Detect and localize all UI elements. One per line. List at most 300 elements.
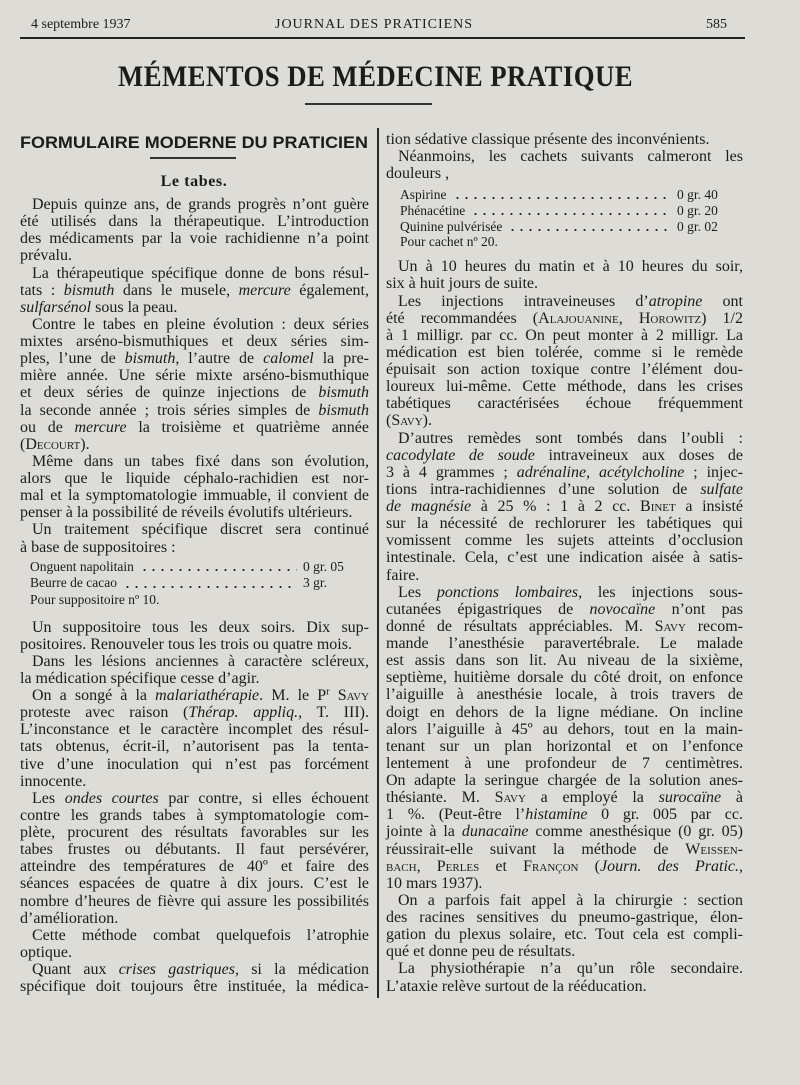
text-line (386, 361, 743, 378)
text-line (20, 333, 369, 350)
text-run: ) 1/2 (701, 309, 743, 327)
small-caps-name: Françon (523, 857, 579, 875)
text-run: ). (422, 412, 432, 430)
page-title: MÉMENTOS DE MÉDECINE PRATIQUE (118, 60, 633, 93)
text-line (20, 721, 369, 738)
text-run: ). (80, 435, 90, 453)
text-run: médication est bien tolérée, comme si le remède (386, 343, 743, 361)
small-caps-name: Perles (436, 857, 480, 875)
italic-term: malariathérapie (155, 687, 260, 705)
text-run: thésiante. M. (386, 789, 495, 807)
text-run: , (739, 857, 743, 875)
text-run: faire. (386, 566, 420, 584)
text-run: L’ataxie relève surtout de la rééducation. (386, 977, 647, 995)
text-line (20, 756, 369, 773)
text-run: , (416, 857, 437, 875)
text-line (20, 196, 369, 213)
text-run: atteindre des températures de 40º et faire des (20, 858, 369, 876)
ingredient-dose: 3 gr. (303, 575, 328, 591)
text-run: à base de suppositoires : (20, 538, 176, 556)
text-run: tenant sur un plan horizontal et on l’enfonce (386, 737, 743, 755)
paragraph (386, 293, 743, 430)
text-run: épuisait son action toxique contre l’élément dou- (386, 361, 743, 379)
text-line (386, 515, 743, 532)
text-line (386, 943, 743, 960)
text-line (20, 470, 369, 487)
text-line (386, 806, 743, 823)
text-line (386, 686, 743, 703)
prescription-row (400, 219, 729, 235)
italic-term: adrénaline (516, 463, 587, 481)
text-line (386, 395, 743, 412)
text-line (20, 807, 369, 824)
text-run: cutanées épigastriques de (386, 600, 590, 618)
italic-term: novocaïne (589, 600, 656, 618)
text-run: d’amélioration. (20, 909, 119, 927)
text-run: ; injec- (684, 463, 744, 481)
text-run: réussirait-elle suivant la méthode de (386, 840, 686, 858)
text-run: tabes frustes ou débutants. Il faut persévérer, (20, 841, 369, 859)
italic-term: cacodylate de soude (386, 446, 535, 464)
text-line (386, 704, 743, 721)
text-line (20, 619, 369, 636)
text-run: Les (32, 789, 65, 807)
text-run: D’autres remèdes sont tombés dans l’oubli : (398, 429, 743, 447)
text-run: Les injections intraveineuses d’ (398, 292, 649, 310)
text-run: par contre, si elles échouent (158, 789, 369, 807)
text-line (20, 704, 369, 721)
section-title: FORMULAIRE MODERNE DU PRATICIEN (20, 133, 368, 152)
text-run: Dans les lésions anciennes à caractère scléreux, (32, 652, 369, 670)
text-line (20, 978, 369, 995)
ingredient-dose: 0 gr. 02 (677, 218, 718, 234)
text-line (20, 436, 369, 453)
text-line (20, 316, 369, 333)
paragraph (20, 265, 369, 316)
italic-term: calomel (263, 350, 314, 368)
text-line (20, 402, 369, 419)
text-line (386, 960, 743, 977)
text-run: jointe à la (386, 823, 462, 841)
text-run: Néanmoins, les cachets suivants calmeront les (398, 148, 743, 166)
italic-term: bismuth (124, 350, 176, 368)
text-run: plète, procurent des résultats favorables sur les (20, 824, 369, 842)
italic-term: sulfarsénol (20, 298, 92, 316)
text-run: n’ont pas (655, 600, 743, 618)
dot-leader (453, 187, 672, 203)
text-run: tats obtenus, écrit-il, n’autorisent pas la tenta- (20, 738, 369, 756)
text-run: penser à la possibilité de réveils évolutifs ultérieurs. (20, 504, 353, 522)
prescription-row (30, 575, 361, 592)
ingredient-name: Phénacétine (400, 202, 466, 218)
text-run: doigt en dehors de la ligne médiane. On incline (386, 703, 743, 721)
paragraph (386, 430, 743, 584)
text-run: la médication spécifique cesse d’agir. (20, 669, 260, 687)
text-line (20, 213, 369, 230)
text-run: On adapte la seringue chargée de la solution anes- (386, 772, 743, 790)
text-line (20, 299, 369, 316)
text-run: On a parfois fait appel à la chirurgie : section (398, 891, 743, 909)
text-line (20, 247, 369, 264)
italic-term: dunacaïne (461, 823, 529, 841)
italic-term: Thérap. appliq. (188, 704, 299, 722)
prescription-row (30, 559, 361, 576)
text-line (20, 910, 369, 927)
dot-leader (508, 219, 671, 235)
text-line (20, 230, 369, 247)
paragraph (20, 316, 369, 453)
text-run: tions intra-rachidiennes d’une solution de (386, 480, 701, 498)
text-run: contre les grands tabes à symptomatologie com- (20, 806, 369, 824)
ingredient-dose: 0 gr. 05 (303, 558, 344, 574)
text-line (386, 310, 743, 327)
paragraph (20, 619, 369, 653)
text-run: alors l’aiguille à 45º au dehors, tout en la main- (386, 720, 743, 738)
text-run: loureux lui-même. Cette méthode, dans les crises (386, 378, 743, 396)
text-run: ( (20, 435, 26, 453)
article-title: Le tabes. (160, 173, 228, 190)
text-line (386, 892, 743, 909)
small-caps-name: Binet (640, 498, 676, 516)
paragraph (386, 148, 743, 182)
text-run: gation du plexus solaire, etc. Tout cela est compli- (386, 926, 743, 944)
text-run: comme anesthésique (0 gr. 05) (528, 823, 743, 841)
section-title-box (20, 133, 368, 153)
text-line (386, 858, 743, 875)
text-line (20, 790, 369, 807)
text-run: Même dans un tabes fixé dans son évolution, (32, 452, 369, 470)
italic-term: bismuth (318, 384, 369, 402)
ingredient-dose: 0 gr. 20 (677, 202, 718, 218)
text-line (20, 687, 369, 704)
text-line (386, 258, 743, 275)
text-run: septième, huitième dorsale du côté droit, on enfonce (386, 669, 743, 687)
dot-leader (123, 575, 297, 592)
text-run: innocente. (20, 772, 87, 790)
text-run: , si la médication (234, 961, 370, 979)
text-run: Cette méthode combat quelquefois l’atrophie (32, 926, 369, 944)
text-run: alors que le liquide céphalo-rachidien est nor- (20, 470, 369, 487)
journal-name: JOURNAL DES PRATICIENS (275, 17, 474, 32)
page-number: 585 (706, 17, 727, 32)
text-run: nombre d’heures de fièvre qui assure les possibilités (20, 892, 369, 910)
text-line (386, 738, 743, 755)
text-run: douleurs , (386, 165, 450, 183)
text-run: spécifique doit toujours être instituée, la médica- (20, 978, 369, 996)
italic-term: ponctions lombaires (436, 583, 579, 601)
text-run: Les (398, 583, 437, 601)
italic-term: bismuth (63, 281, 115, 299)
text-run: a insisté (675, 498, 744, 516)
small-caps-name: bach (386, 857, 417, 875)
text-line (386, 789, 743, 806)
text-line (386, 721, 743, 738)
dot-leader (140, 559, 297, 576)
text-run: la troisième et quatrième année (126, 418, 370, 436)
text-run: tats : (20, 281, 64, 299)
text-line (20, 738, 369, 755)
text-run: également, (290, 281, 369, 299)
text-run: donné de résultats appréciables. M. (386, 617, 655, 635)
text-run: positoires. Renouveler tous les trois ou quatre mois. (20, 635, 352, 653)
text-line (386, 652, 743, 669)
text-line (386, 498, 743, 515)
text-line (386, 978, 743, 995)
text-line (20, 453, 369, 470)
text-line (20, 961, 369, 978)
text-run: , les injections sous- (578, 583, 744, 601)
paragraph (20, 521, 369, 555)
small-caps-name: Savy (337, 687, 370, 705)
italic-term: de magnésie (386, 498, 472, 516)
text-run: sous la peau. (91, 298, 178, 316)
text-run: mande l’anesthésie paravertébrale. Le malade (386, 635, 743, 653)
text-run: la pre- (313, 350, 369, 368)
italic-term: mercure (238, 281, 291, 299)
small-caps-name: Horowitz (638, 309, 702, 327)
text-run: 1 %. (Peut-être l’ (386, 806, 526, 824)
text-line (20, 367, 369, 384)
text-run: 3 à 4 grammes ; (386, 463, 517, 481)
text-run: six à huit jours de suite. (386, 275, 538, 293)
small-caps-name: Weissen- (685, 840, 743, 858)
text-run: intestinale. Cela, c’est une indication aisée à satis- (386, 549, 743, 567)
text-run: , (618, 309, 639, 327)
ingredient-name: Quinine pulvérisée (400, 218, 503, 234)
text-line (20, 773, 369, 790)
text-line (20, 858, 369, 875)
paragraph (20, 961, 369, 995)
text-line (20, 539, 369, 556)
text-line (386, 344, 743, 361)
text-line (20, 265, 369, 282)
text-run: la seconde année ; trois séries simples de (20, 401, 319, 419)
text-run: qué et donne peu de résultats. (386, 943, 576, 961)
text-run: , (586, 463, 600, 481)
text-line (386, 841, 743, 858)
italic-term: histamine (525, 806, 588, 824)
text-run: sur la nécessité de rechlorurer les tabétiques qui (386, 515, 743, 533)
prescription-row (400, 187, 729, 203)
italic-term: Journ. des Pratic. (600, 857, 739, 875)
ingredient-dose: 0 gr. 40 (677, 187, 718, 203)
text-run: dans le musele, (114, 281, 239, 299)
text-line (386, 601, 743, 618)
small-caps-name: Savy (494, 789, 526, 807)
text-line (20, 282, 369, 299)
text-line (386, 275, 743, 292)
text-line (20, 653, 369, 670)
italic-term: atropine (648, 292, 703, 310)
paragraph (20, 653, 369, 687)
italic-term: ondes courtes (64, 789, 159, 807)
text-run: été utilisés dans la thérapeutique. L’introduction (20, 213, 369, 231)
text-line (386, 584, 743, 601)
text-run: mière année. Une série mixte arséno-bismuthique (20, 367, 369, 385)
text-run: La thérapeutique spécifique donne de bons résul- (32, 264, 369, 282)
text-line (386, 875, 743, 892)
ingredient-name: Beurre de cacao (30, 575, 117, 591)
text-line (386, 909, 743, 926)
paragraph (386, 258, 743, 292)
paragraph (20, 453, 369, 522)
section-underline (150, 157, 236, 159)
italic-term: surocaïne (658, 789, 722, 807)
text-run: 10 mars 1937). (386, 874, 483, 892)
text-run: est assis dans son lit. Au niveau de la sixième, (386, 652, 743, 670)
text-line (386, 481, 743, 498)
text-line (386, 447, 743, 464)
paragraph (386, 960, 743, 994)
text-line (20, 504, 369, 521)
text-run: Un suppositoire tous les deux soirs. Dix sup- (32, 618, 369, 636)
text-run: des racines sensitives du pneumo-gastrique, élon- (386, 909, 743, 927)
text-run: été recommandées ( (386, 309, 539, 327)
dot-leader (471, 203, 671, 219)
small-caps-name: Decourt (25, 435, 81, 453)
text-line (20, 875, 369, 892)
paragraph (20, 927, 369, 961)
text-run: prévalu. (20, 247, 72, 265)
issue-date: 4 septembre 1937 (31, 17, 131, 32)
text-line (386, 131, 743, 148)
italic-term: mercure (74, 418, 127, 436)
right-column (386, 131, 743, 995)
text-run: proteste avec raison ( (20, 704, 189, 722)
text-run: , l’autre de (175, 350, 264, 368)
text-run: On a songé à la (32, 687, 156, 705)
text-run: Contre le tabes en pleine évolution : deux séries (32, 315, 369, 333)
text-run: tive d’une inoculation qui n’est pas forcément (20, 755, 369, 773)
text-run: ( (386, 412, 392, 430)
text-line (20, 893, 369, 910)
text-run: Depuis quinze ans, de grands progrès n’ont guère (32, 196, 369, 213)
text-run: et deux séries de quinze injections de (20, 384, 319, 402)
text-line (20, 350, 369, 367)
text-line (386, 926, 743, 943)
text-run: mixtes arséno-bismuthiques et deux séries sim- (20, 333, 369, 350)
text-run: et (479, 857, 524, 875)
paragraph (20, 790, 369, 927)
text-run: lentement à une profondeur de 7 centimètres. (386, 754, 743, 772)
prescription-note: Pour suppositoire nº 10. (30, 591, 160, 607)
superscript: r (326, 686, 330, 698)
text-line (386, 567, 743, 584)
text-line (386, 772, 743, 789)
text-line (386, 165, 743, 182)
text-line (20, 487, 369, 504)
text-run: La physiothérapie n’a qu’un rôle secondaire. (398, 960, 743, 978)
text-run: Un traitement spécifique discret sera continué (32, 521, 369, 539)
prescription (20, 559, 369, 609)
text-run: ont (702, 292, 743, 310)
text-line (386, 293, 743, 310)
prescription-note: Pour cachet nº 20. (400, 234, 498, 250)
small-caps-name: Savy (654, 617, 686, 635)
text-line (20, 521, 369, 538)
paragraph (386, 131, 743, 148)
text-run: L’inconstance et le caractère incomplet des résul- (20, 721, 369, 739)
text-line (386, 430, 743, 447)
text-line (386, 412, 743, 429)
text-run: optique. (20, 943, 72, 961)
text-run: recom- (685, 617, 744, 635)
text-line (386, 378, 743, 395)
paragraph (386, 584, 743, 892)
text-line (386, 464, 743, 481)
text-run: des médicaments par la voie rachidienne n’a point (20, 230, 369, 248)
text-run: à 1 milligr. par cc. On peut monter à 2 milligr. La (386, 326, 743, 344)
ingredient-name: Aspirine (400, 187, 447, 203)
prescription (386, 187, 743, 250)
small-caps-name: Savy (391, 412, 423, 430)
text-line (20, 636, 369, 653)
text-line (20, 841, 369, 858)
text-run: tabétiques caractérisées échoue fréquemment (386, 395, 743, 413)
text-run: . M. le P (259, 687, 327, 705)
text-run: a employé la (525, 789, 659, 807)
text-run: à (721, 789, 744, 807)
text-run: à 25 % : 1 à 2 cc. (471, 498, 641, 516)
text-run: l’aiguille à anesthésie locale, à trois travers de (386, 686, 743, 704)
text-run: Quant aux (32, 961, 119, 979)
prescription-row (400, 203, 729, 219)
title-underline (305, 103, 432, 105)
small-caps-name: Alajouanine (538, 309, 619, 327)
text-line (20, 927, 369, 944)
text-run: 0 gr. 005 par cc. (587, 806, 743, 824)
text-run: ( (578, 857, 600, 875)
text-line (386, 669, 743, 686)
text-line (386, 327, 743, 344)
text-line (386, 532, 743, 549)
text-line (20, 419, 369, 436)
left-column (20, 196, 369, 995)
italic-term: bismuth (318, 401, 369, 419)
text-run (330, 687, 338, 704)
paragraph (386, 892, 743, 961)
italic-term: sulfate (700, 480, 743, 498)
text-line (386, 148, 743, 165)
text-run: Un à 10 heures du matin et à 10 heures du soir, (398, 258, 743, 276)
text-run: tion sédative classique présente des inconvénients. (386, 131, 710, 148)
text-run: ples, l’une de (20, 350, 125, 368)
text-run: , T. III). (298, 704, 369, 722)
text-run: vomissent comme les sujets atteints d’occlusion (386, 532, 743, 550)
text-line (386, 618, 743, 635)
italic-term: acétylcholine (599, 463, 685, 481)
text-line (20, 944, 369, 961)
paragraph (20, 196, 369, 265)
text-line (386, 549, 743, 566)
text-run: séances espacées de quatre à dix jours. C’est le (20, 875, 369, 893)
text-line (20, 670, 369, 687)
text-line (386, 823, 743, 840)
text-line (386, 755, 743, 772)
ingredient-name: Onguent napolitain (30, 558, 134, 574)
header-rule (20, 37, 745, 39)
text-run: mal et la symptomatologie immuable, il convient de (20, 487, 369, 505)
page-title-box (118, 59, 633, 95)
text-line (386, 635, 743, 652)
text-line (20, 384, 369, 401)
text-run: ou de (20, 418, 75, 436)
text-run: intraveineux aux doses de (534, 446, 743, 464)
paragraph (20, 687, 369, 790)
text-line (20, 824, 369, 841)
column-divider (377, 128, 379, 998)
italic-term: crises gastriques (118, 961, 235, 979)
